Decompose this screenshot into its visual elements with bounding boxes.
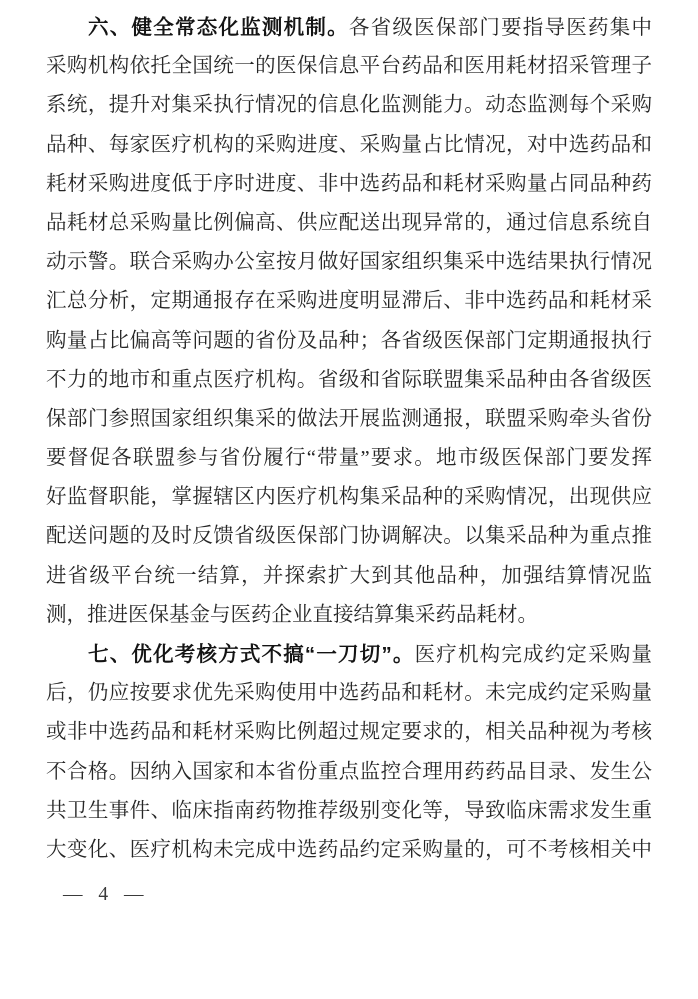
- text-run: 共卫生事件、临床指南药物推荐级别变化等，导致临床需求发生重: [46, 799, 652, 822]
- text-line: [46, 713, 652, 752]
- text-line: [46, 126, 652, 165]
- text-run: 要督促各联盟参与省份履行“带量”要求。地市级医保部门要发挥: [46, 447, 652, 470]
- section-heading-6: 六、健全常态化监测机制。: [88, 16, 349, 39]
- page-number: — 4 —: [63, 884, 144, 905]
- text-line: [46, 400, 652, 439]
- text-run: 医疗机构完成约定采购量: [414, 644, 652, 666]
- text-run: 保部门参照国家组织集采的做法开展监测通报，联盟采购牵头省份: [46, 407, 652, 430]
- text-run: 不合格。因纳入国家和本省份重点监控合理用药药品目录、发生公: [46, 760, 652, 783]
- text-line: [46, 322, 652, 361]
- text-line: [46, 282, 652, 321]
- text-line: [46, 439, 652, 478]
- text-run: 耗材采购进度低于序时进度、非中选药品和耗材采购量占同品种药: [46, 172, 652, 195]
- text-run: 品种、每家医疗机构的采购进度、采购量占比情况，对中选药品和: [46, 133, 652, 156]
- text-run: 动示警。联合采购办公室按月做好国家组织集采中选结果执行情况: [46, 251, 652, 274]
- text-run: 进省级平台统一结算，并探索扩大到其他品种，加强结算情况监: [46, 564, 652, 587]
- text-run: 或非中选药品和耗材采购比例超过规定要求的，相关品种视为考核: [46, 721, 652, 744]
- text-run: 各省级医保部门要指导医药集中: [348, 17, 652, 39]
- text-run: 好监督职能，掌握辖区内医疗机构集采品种的采购情况，出现供应: [46, 486, 652, 509]
- text-line: [46, 478, 652, 517]
- text-run: 采购机构依托全国统一的医保信息平台药品和医用耗材招采管理子: [46, 55, 652, 78]
- text-line: [46, 47, 652, 86]
- text-line: [46, 635, 652, 674]
- text-line: [46, 165, 652, 204]
- text-line: [46, 8, 652, 47]
- text-line: [46, 86, 652, 125]
- text-run: 配送问题的及时反馈省级医保部门协调解决。以集采品种为重点推: [46, 525, 652, 548]
- text-line: [46, 792, 652, 831]
- text-line: [46, 557, 652, 596]
- text-line: [46, 753, 652, 792]
- text-run: 品耗材总采购量比例偏高、供应配送出现异常的，通过信息系统自: [46, 211, 652, 234]
- document-body: [46, 8, 652, 870]
- text-line: [46, 674, 652, 713]
- text-line: [46, 596, 652, 635]
- text-line: [46, 831, 652, 870]
- text-run: 大变化、医疗机构未完成中选药品约定采购量的，可不考核相关中: [46, 838, 652, 861]
- text-line: [46, 243, 652, 282]
- text-line: [46, 517, 652, 556]
- text-line: [46, 204, 652, 243]
- text-run: 购量占比偏高等问题的省份及品种；各省级医保部门定期通报执行: [46, 329, 652, 352]
- text-run: 系统，提升对集采执行情况的信息化监测能力。动态监测每个采购: [46, 94, 652, 117]
- text-run: 后，仍应按要求优先采购使用中选药品和耗材。未完成约定采购量: [46, 682, 652, 705]
- text-line: [46, 361, 652, 400]
- section-heading-7: 七、优化考核方式不搞“一刀切”。: [88, 643, 415, 666]
- text-run: 测，推进医保基金与医药企业直接结算集采药品耗材。: [46, 603, 538, 626]
- text-run: 不力的地市和重点医疗机构。省级和省际联盟集采品种由各省级医: [46, 368, 652, 391]
- text-run: 汇总分析，定期通报存在采购进度明显滞后、非中选药品和耗材采: [46, 290, 652, 313]
